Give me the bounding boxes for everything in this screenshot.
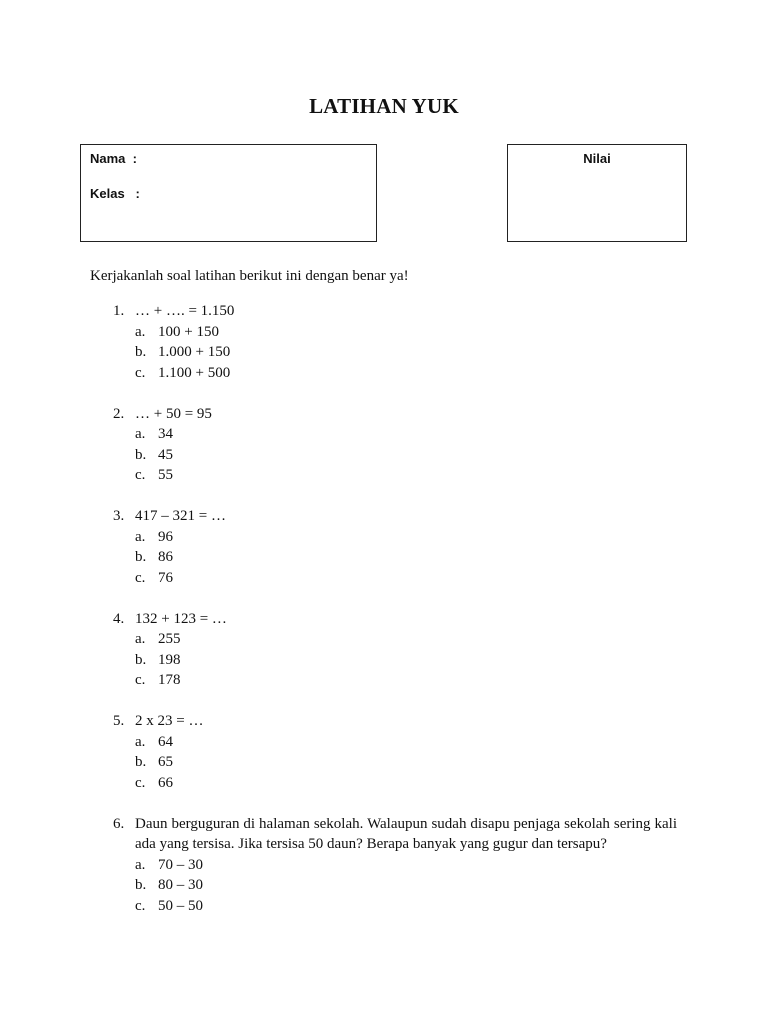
option-text: 80 – 30	[158, 877, 203, 893]
option-text: 64	[158, 733, 173, 750]
option-text: 70 – 30	[158, 856, 203, 873]
option-letter: b.	[135, 651, 147, 668]
answer-option	[113, 465, 677, 486]
question-text: 417 – 321 = …	[135, 508, 226, 524]
question-text: … + 50 = 95	[135, 405, 212, 422]
option-text: 76	[158, 569, 173, 586]
student-identity-box	[80, 144, 377, 242]
option-text: 255	[158, 631, 181, 647]
answer-option	[113, 629, 677, 650]
question-text: 2 x 23 = …	[135, 713, 204, 729]
option-letter: c.	[135, 897, 146, 914]
option-text: 100 + 150	[158, 323, 219, 340]
question-item	[113, 814, 677, 917]
answer-option	[113, 896, 677, 917]
answer-option	[113, 527, 677, 548]
question-number: 4.	[113, 610, 125, 627]
option-letter: a.	[135, 733, 146, 750]
option-letter: a.	[135, 528, 146, 545]
question-number: 3.	[113, 508, 125, 524]
answer-option	[113, 568, 677, 589]
option-letter: a.	[135, 323, 146, 340]
option-letter: c.	[135, 569, 146, 586]
score-label: Nilai	[583, 151, 611, 166]
answer-option	[113, 424, 677, 445]
answer-option	[113, 547, 677, 568]
answer-option	[113, 752, 677, 773]
question-item	[113, 404, 677, 486]
option-text: 34	[158, 426, 173, 442]
option-letter: c.	[135, 364, 146, 381]
option-text: 198	[158, 651, 181, 668]
option-letter: c.	[135, 467, 146, 483]
class-field-label: Kelas :	[90, 186, 140, 201]
option-text: 1.100 + 500	[158, 364, 231, 381]
option-text: 66	[158, 774, 173, 791]
option-letter: b.	[135, 549, 147, 565]
option-text: 55	[158, 467, 173, 483]
question-item	[113, 711, 677, 793]
option-text: 96	[158, 528, 173, 545]
question-text: Daun berguguran di halaman sekolah. Walaupun sudah disapu penjaga sekolah sering kali ada yang tersisa. Jika tersisa 50 daun? Berapa banyak yang gugur dan tersapu?	[135, 815, 677, 852]
question-item	[113, 506, 677, 588]
option-text: 178	[158, 672, 181, 688]
option-letter: a.	[135, 856, 146, 873]
question-item	[113, 301, 677, 383]
score-box	[507, 144, 687, 242]
option-letter: b.	[135, 754, 147, 770]
question-text: … + …. = 1.150	[135, 303, 235, 319]
option-letter: a.	[135, 426, 146, 442]
option-text: 45	[158, 446, 173, 463]
question-list	[113, 301, 677, 937]
answer-option	[113, 322, 677, 343]
question-text: 132 + 123 = …	[135, 610, 227, 627]
answer-option	[113, 773, 677, 794]
page-title: LATIHAN YUK	[309, 94, 459, 118]
option-letter: b.	[135, 344, 147, 360]
answer-option	[113, 670, 677, 691]
question-number: 6.	[113, 815, 125, 832]
question-number: 2.	[113, 405, 125, 422]
answer-option	[113, 363, 677, 384]
name-field-label: Nama :	[90, 151, 137, 166]
option-text: 65	[158, 754, 173, 770]
option-text: 50 – 50	[158, 897, 203, 914]
question-item	[113, 609, 677, 691]
option-text: 1.000 + 150	[158, 344, 231, 360]
instruction-text: Kerjakanlah soal latihan berikut ini dengan benar ya!	[90, 268, 409, 284]
question-number: 5.	[113, 713, 125, 729]
option-letter: c.	[135, 774, 146, 791]
option-text: 86	[158, 549, 173, 565]
question-number: 1.	[113, 303, 125, 319]
answer-option	[113, 732, 677, 753]
answer-option	[113, 342, 677, 363]
option-letter: b.	[135, 877, 147, 893]
answer-option	[113, 875, 677, 896]
option-letter: c.	[135, 672, 146, 688]
answer-option	[113, 650, 677, 671]
option-letter: a.	[135, 631, 146, 647]
answer-option	[113, 445, 677, 466]
answer-option	[113, 855, 677, 876]
option-letter: b.	[135, 446, 147, 463]
